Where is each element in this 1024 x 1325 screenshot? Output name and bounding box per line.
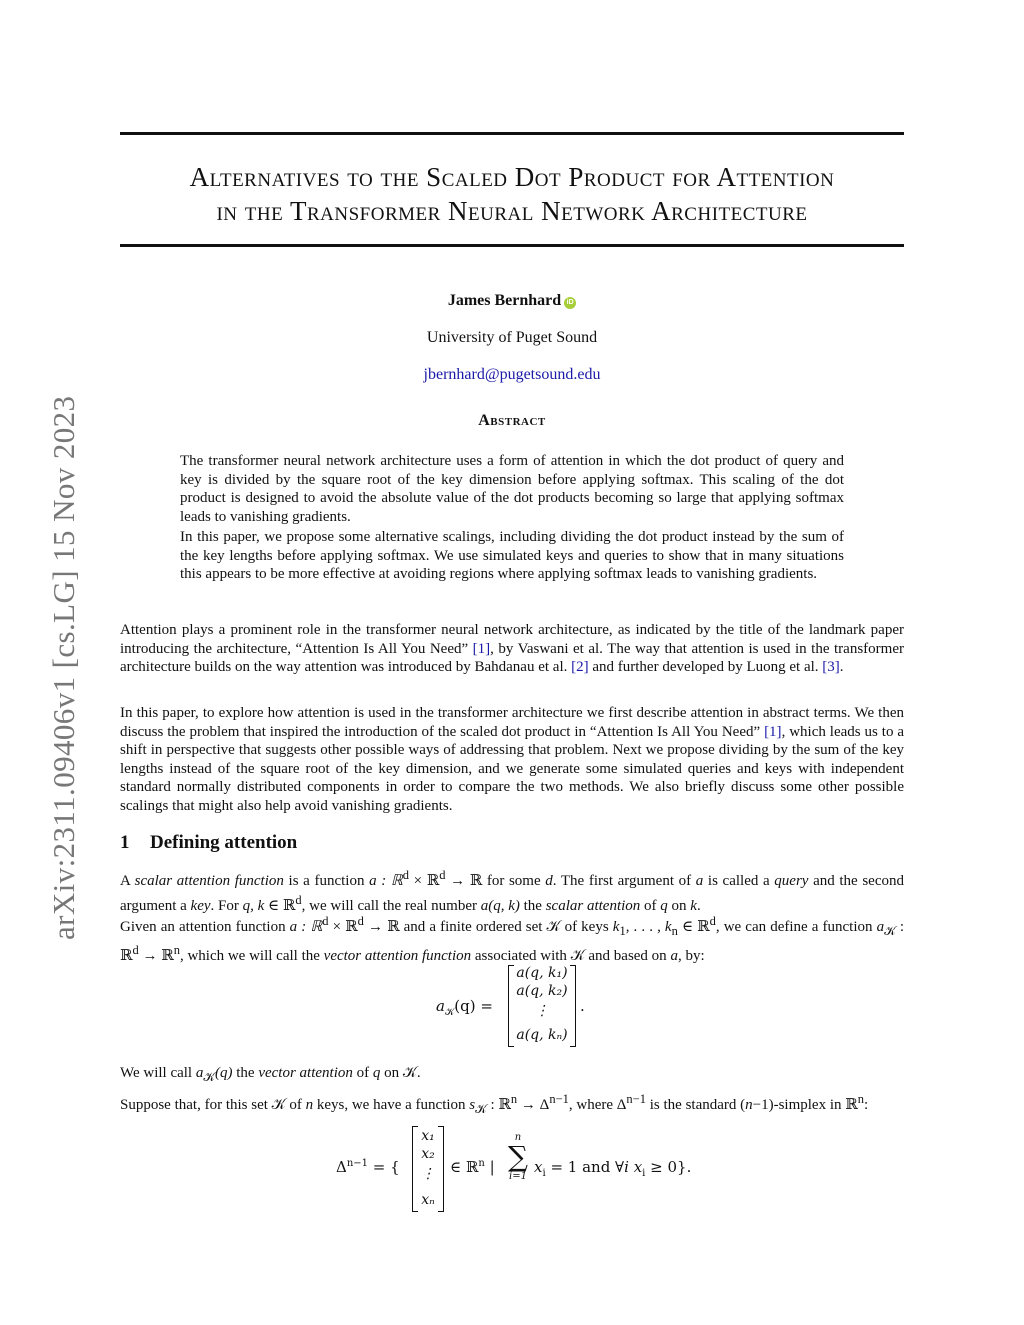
math-var: 𝒦 xyxy=(570,947,585,964)
citation-link[interactable]: [3] xyxy=(822,659,840,675)
title-line-2: in the Transformer Neural Network Architecture xyxy=(216,196,808,226)
arxiv-identifier[interactable]: arXiv:2311.09406v1 [cs.LG] 15 Nov 2023 xyxy=(46,395,81,940)
text-run: and further developed by Luong et al. xyxy=(588,659,823,675)
equation-simplex xyxy=(336,1126,696,1212)
equation-lhs xyxy=(436,997,493,1018)
section-number: 1 xyxy=(120,832,130,853)
author-affiliation: University of Puget Sound xyxy=(426,329,598,346)
math-sup: n−1 xyxy=(626,1092,646,1106)
math-var: k xyxy=(612,919,620,935)
text-run: . xyxy=(696,897,701,914)
definition-paragraph-2 xyxy=(120,912,904,965)
text-run: : xyxy=(863,1097,869,1113)
math-sup: d xyxy=(709,914,716,928)
text-run: → ℝ and a finite ordered set xyxy=(363,919,547,935)
math-sub: 𝒦 xyxy=(475,1102,487,1116)
author-line xyxy=(0,292,1024,310)
citation-link[interactable]: [1] xyxy=(472,640,491,657)
equation-set-condition xyxy=(450,1158,495,1176)
math-var: n xyxy=(305,1097,314,1113)
math-run: ∈ ℝ xyxy=(450,1158,479,1176)
math-sub: i xyxy=(642,1168,646,1179)
paper-title xyxy=(120,160,904,228)
term-emphasis: vector attention xyxy=(258,1065,353,1081)
math-sub: n xyxy=(671,924,678,938)
math-sup: n−1 xyxy=(346,1158,369,1169)
vector-entry: ⋮ xyxy=(421,1166,435,1182)
math-run: ∈ ℝ xyxy=(264,897,296,914)
math-run: ≥ 0}. xyxy=(645,1158,692,1176)
abstract-paragraph-1: The transformer neural network architecture uses a form of attention in which the dot product of query and key is divided by the square root of the key dimension before applying softmax. This scaling of the dot product is designed to avoid the absolute value of the dot products becoming so large that applying softmax leads to vanishing gradients. xyxy=(180,453,844,525)
math-run: × ℝ xyxy=(409,873,440,889)
equation-rhs xyxy=(534,1158,691,1179)
text-run: A xyxy=(120,873,135,889)
section-title: Defining attention xyxy=(150,832,298,853)
math-run: × ℝ xyxy=(328,919,358,935)
math-var: 𝒦 xyxy=(271,1097,286,1113)
text-run: . The first argument of xyxy=(552,873,696,889)
math-run: | xyxy=(489,1158,495,1176)
text-run: the xyxy=(519,897,546,914)
math-var: a xyxy=(695,873,704,889)
vector-entry: ⋮ xyxy=(535,1003,549,1019)
math-sup: n xyxy=(478,1158,485,1169)
definition-paragraph-1 xyxy=(120,866,904,915)
equation-lhs xyxy=(336,1158,400,1176)
text-run: of keys xyxy=(560,919,613,935)
math-sup: n−1 xyxy=(549,1092,569,1106)
text-run: and based on xyxy=(584,947,671,964)
math-run: (q) = xyxy=(454,997,493,1015)
text-run: . xyxy=(839,659,844,675)
intro-paragraph-2 xyxy=(120,704,904,815)
text-run: Given an attention function xyxy=(120,919,290,935)
text-run: We will call xyxy=(120,1065,196,1081)
math-var: a xyxy=(436,997,445,1015)
citation-link[interactable]: [1] xyxy=(764,723,782,740)
math-run: : ℝ xyxy=(486,1097,511,1113)
math-var: (q) xyxy=(214,1065,233,1081)
math-var: q xyxy=(660,897,668,914)
text-run: , which leads us to a shift in perspective that suggests other possible ways of addressing that problem. Next we propose dividing by the sum of the key lengths instead of the square root of the key dimension, and we generate some simulated queries and keys with independent standard normally distributed components in order to compare the two methods. We also briefly discuss some other possible scalings that might also help avoid vanishing gradients. xyxy=(120,723,905,814)
vector-entry: a(q, kₙ) xyxy=(516,1027,568,1043)
text-run: keys, we have a function xyxy=(313,1097,470,1113)
text-run: , by Vaswani et al. The way that attention is used in the transformer architecture builds on the way attention was introduced by Bahdanau et al. xyxy=(120,640,904,675)
text-run: the xyxy=(232,1065,259,1081)
column-vector xyxy=(508,965,576,1047)
math-sup: d xyxy=(132,942,139,957)
vector-entry: xₙ xyxy=(421,1192,435,1208)
title-line-1: Alternatives to the Scaled Dot Product for Attention xyxy=(189,162,835,192)
text-run: associated with xyxy=(471,947,571,964)
section-heading xyxy=(120,832,297,854)
bracket-corner xyxy=(438,1211,443,1212)
text-run: , which we will call the xyxy=(179,947,324,964)
math-var: k xyxy=(664,919,672,935)
text-run: of xyxy=(352,1065,373,1081)
math-run: → ℝ xyxy=(138,947,174,964)
title-top-rule xyxy=(120,132,904,135)
math-sup: d xyxy=(322,914,329,928)
vector-entry: a(q, k₁) xyxy=(516,965,568,981)
intro-paragraph-1 xyxy=(120,621,904,677)
math-run: = { xyxy=(368,1158,400,1176)
arxiv-sidebar xyxy=(26,350,81,940)
math-run: : ℝ xyxy=(120,919,905,964)
term-emphasis: scalar attention xyxy=(545,897,641,914)
text-run: , where Δ xyxy=(568,1097,627,1113)
term-emphasis: vector attention function xyxy=(323,947,472,964)
bracket-corner xyxy=(570,1046,575,1047)
sum-lower-limit: i=1 xyxy=(509,1171,527,1182)
math-run: → ℝ for some xyxy=(445,873,546,889)
abstract-paragraph-2: In this paper, we propose some alternative scalings, including dividing the dot product instead by the sum of the key lengths before applying softmax. We use simulated keys and queries to show that in many situations this appears to be more effective at avoiding regions where applying softmax leads to vanishing gradients. xyxy=(180,529,844,582)
math-sup: d xyxy=(295,892,302,907)
vector-entry: x₁ xyxy=(421,1128,435,1144)
text-run: . For xyxy=(210,897,243,914)
math-run: a : ℝ xyxy=(289,919,323,935)
math-var: a(q, k) xyxy=(480,897,520,914)
math-var: key xyxy=(190,897,211,914)
term-emphasis: scalar attention function xyxy=(134,873,284,889)
text-run: In this paper, to explore how attention is used in the transformer architecture we first describe attention in abstract terms. We then discuss the problem that inspired the introduction of the scaled dot product in “Attention Is All You Need” xyxy=(120,705,904,740)
orcid-icon[interactable]: iD xyxy=(564,297,576,309)
bracket-corner xyxy=(438,1126,443,1127)
math-run: Δ xyxy=(336,1158,347,1176)
math-sup: d xyxy=(402,868,410,882)
math-var: x xyxy=(628,1158,643,1176)
text-run: Attention plays a prominent role in the transformer neural network architecture, as indicated by the title of the landmark paper introducing the architecture, “Attention Is All You Need” xyxy=(120,622,904,657)
sum-upper-limit: n xyxy=(514,1132,522,1143)
abstract-heading: Abstract xyxy=(478,412,546,429)
definition-paragraph-4 xyxy=(120,1090,904,1119)
text-run: Suppose that, for this set xyxy=(120,1097,272,1113)
text-run: , we can define a function xyxy=(715,919,877,935)
math-sub: 𝒦 xyxy=(884,924,896,938)
math-run: a : ℝ xyxy=(369,873,403,889)
math-var: a xyxy=(876,919,885,935)
text-run: and the second argument a xyxy=(120,873,904,914)
text-run: −1)-simplex in ℝ xyxy=(752,1097,858,1113)
text-run: on xyxy=(380,1065,403,1081)
math-var: a xyxy=(670,947,678,964)
vector-entry: x₂ xyxy=(421,1146,435,1162)
math-run: = 1 and ∀ xyxy=(545,1158,625,1176)
text-run: of xyxy=(285,1097,306,1113)
math-sub: 𝒦 xyxy=(444,1007,455,1018)
math-sup: d xyxy=(357,914,364,928)
math-sub: i xyxy=(542,1168,546,1179)
math-var: 𝒦 xyxy=(402,1065,417,1081)
text-run: . xyxy=(416,1065,421,1081)
math-sub: 1 xyxy=(619,924,626,938)
author-email-link[interactable]: jbernhard@pugetsound.edu xyxy=(423,366,601,383)
text-run: , we will call the real number xyxy=(301,897,481,914)
text-run: is called a xyxy=(703,873,775,889)
bracket-corner xyxy=(413,1211,418,1212)
definition-paragraph-3 xyxy=(120,1064,904,1087)
vector-entry: a(q, k₂) xyxy=(516,983,568,999)
title-bottom-rule xyxy=(120,244,904,247)
math-sup: d xyxy=(439,868,446,882)
math-var: i xyxy=(624,1158,629,1176)
bracket-corner xyxy=(413,1126,418,1127)
text-run: is the standard ( xyxy=(645,1097,746,1113)
sum-symbol: ∑ xyxy=(508,1140,528,1173)
text-run: on xyxy=(667,897,691,914)
summation xyxy=(506,1132,530,1182)
math-sub: 𝒦 xyxy=(203,1070,215,1084)
text-run: , . . . , xyxy=(625,919,665,935)
math-var: q, k xyxy=(242,897,265,914)
text-run: is a function xyxy=(283,873,370,889)
math-var: d xyxy=(545,873,553,889)
column-vector xyxy=(412,1126,444,1212)
math-sup: n xyxy=(173,942,180,957)
math-var: a xyxy=(195,1065,204,1081)
bracket-corner xyxy=(509,1046,514,1047)
equation-vector-attention xyxy=(436,965,596,1047)
math-var: query xyxy=(774,873,809,889)
math-var: s xyxy=(469,1097,476,1113)
math-run: → Δ xyxy=(517,1097,550,1113)
text-run: , by: xyxy=(677,947,705,964)
math-run: ∈ ℝ xyxy=(677,919,710,935)
equation-end: . xyxy=(580,997,585,1015)
author-name: James Bernhard xyxy=(447,292,562,309)
math-sup: n xyxy=(857,1092,864,1106)
math-var: q xyxy=(372,1065,381,1081)
citation-link[interactable]: [2] xyxy=(571,659,589,675)
math-var: x xyxy=(534,1158,543,1176)
math-var: 𝒦 xyxy=(546,919,561,935)
math-var: k xyxy=(690,897,697,914)
text-run: of xyxy=(640,897,661,914)
math-sup: n xyxy=(510,1092,518,1106)
math-var: n xyxy=(745,1097,753,1113)
